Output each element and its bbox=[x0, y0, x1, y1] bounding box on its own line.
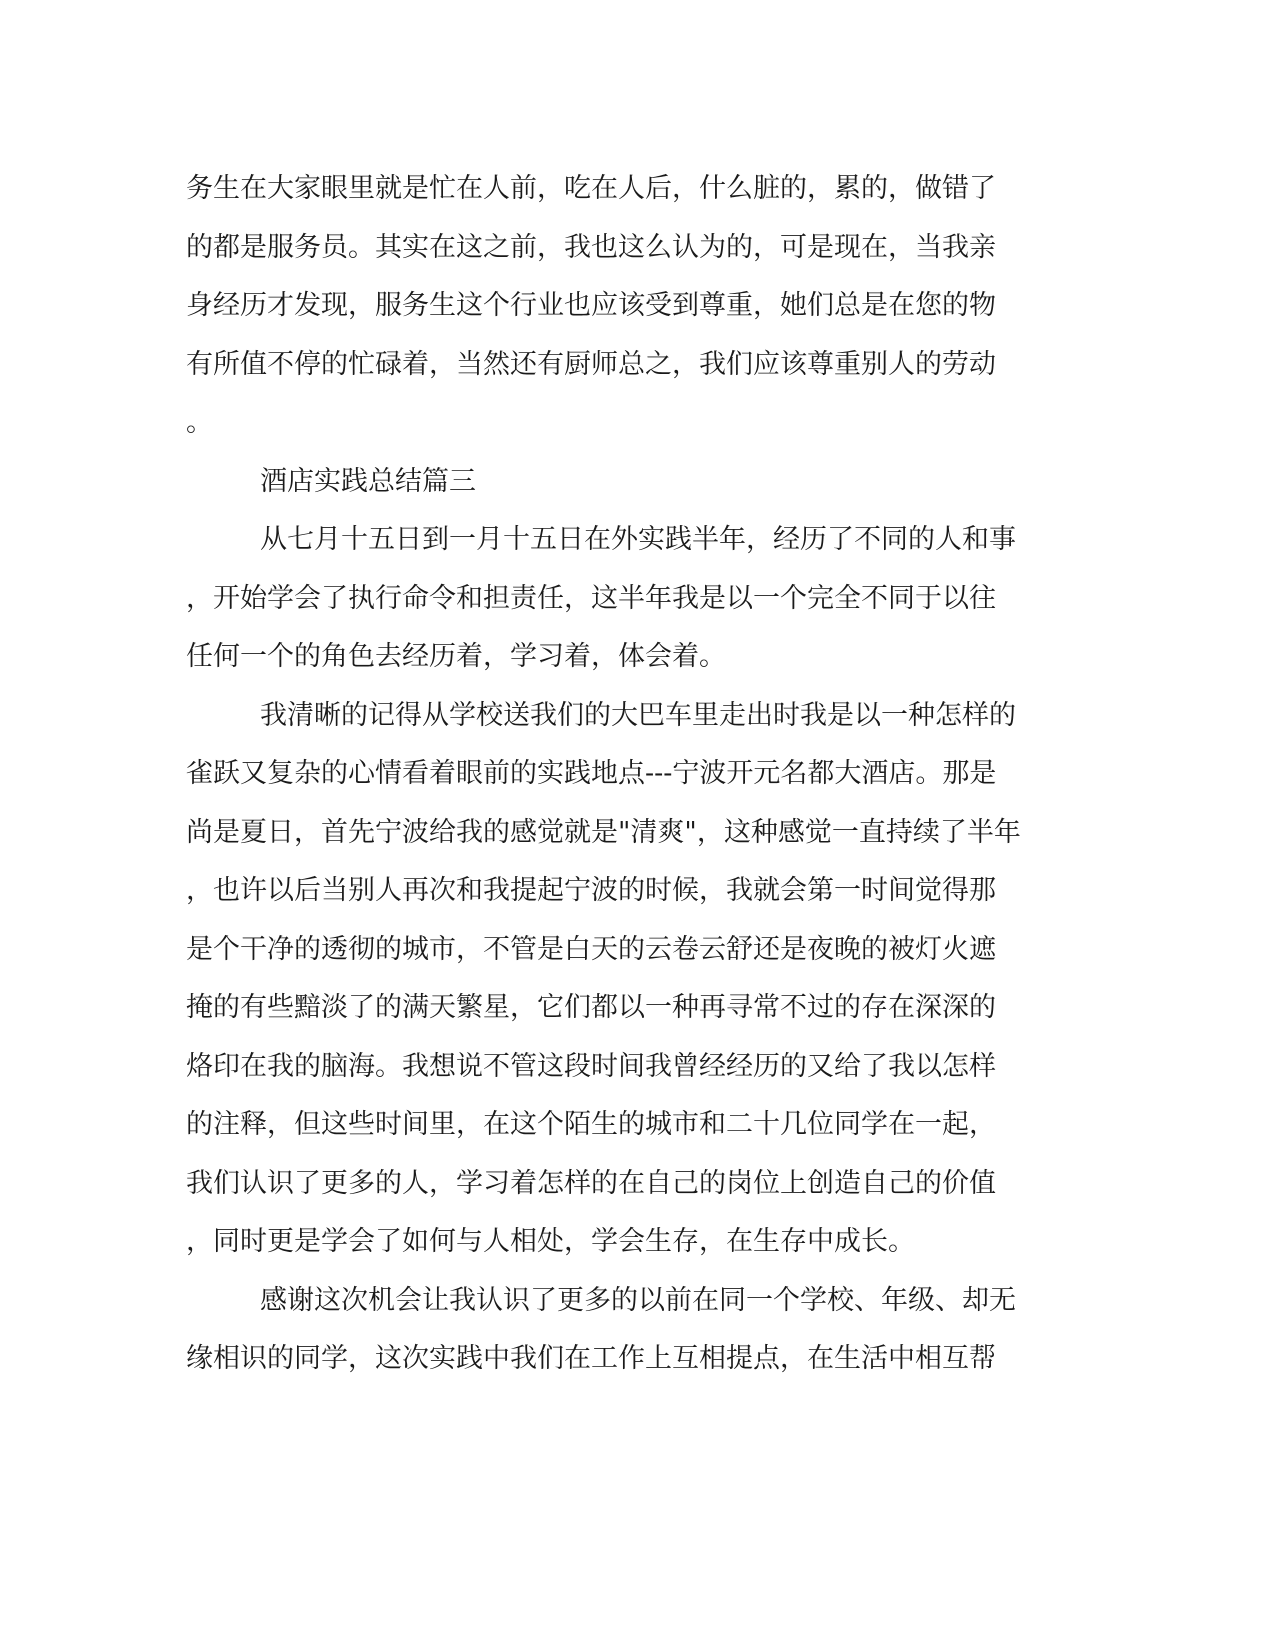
text-line: 我清晰的记得从学校送我们的大巴车里走出时我是以一种怎样的 bbox=[260, 699, 1016, 731]
section-heading: 酒店实践总结篇三 bbox=[260, 465, 476, 497]
text-line: 。 bbox=[186, 407, 213, 438]
text-line: 尚是夏日，首先宁波给我的感觉就是"清爽"，这种感觉一直持续了半年 bbox=[186, 816, 1021, 848]
text-line: 的都是服务员。其实在这之前，我也这么认为的，可是现在，当我亲 bbox=[186, 231, 996, 263]
text-line: 缘相识的同学，这次实践中我们在工作上互相提点，在生活中相互帮 bbox=[186, 1343, 996, 1374]
text-line: ，开始学会了执行命令和担责任，这半年我是以一个完全不同于以往 bbox=[186, 582, 996, 614]
text-line: 掩的有些黯淡了的满天繁星，它们都以一种再寻常不过的存在深深的 bbox=[186, 992, 996, 1023]
document-body bbox=[186, 160, 1066, 1389]
text-line: 有所值不停的忙碌着，当然还有厨师总之，我们应该尊重别人的劳动 bbox=[186, 348, 996, 380]
text-line: 身经历才发现，服务生这个行业也应该受到尊重，她们总是在您的物 bbox=[186, 290, 996, 321]
text-line: ，同时更是学会了如何与人相处，学会生存，在生存中成长。 bbox=[186, 1226, 915, 1257]
text-line: ，也许以后当别人再次和我提起宁波的时候，我就会第一时间觉得那 bbox=[186, 875, 996, 906]
text-line: 任何一个的角色去经历着，学习着，体会着。 bbox=[186, 641, 726, 672]
text-line: 我们认识了更多的人，学习着怎样的在自己的岗位上创造自己的价值 bbox=[186, 1167, 996, 1199]
text-line: 雀跃又复杂的心情看着眼前的实践地点---宁波开元名都大酒店。那是 bbox=[186, 758, 997, 789]
text-line: 的注释，但这些时间里，在这个陌生的城市和二十几位同学在一起， bbox=[186, 1109, 996, 1140]
text-line: 务生在大家眼里就是忙在人前，吃在人后，什么脏的，累的，做错了 bbox=[186, 173, 996, 204]
text-line: 烙印在我的脑海。我想说不管这段时间我曾经经历的又给了我以怎样 bbox=[186, 1050, 996, 1082]
text-line: 感谢这次机会让我认识了更多的以前在同一个学校、年级、却无 bbox=[260, 1284, 1016, 1316]
text-line: 是个干净的透彻的城市，不管是白天的云卷云舒还是夜晚的被灯火遮 bbox=[186, 933, 996, 965]
text-line: 从七月十五日到一月十五日在外实践半年，经历了不同的人和事 bbox=[260, 524, 1016, 555]
